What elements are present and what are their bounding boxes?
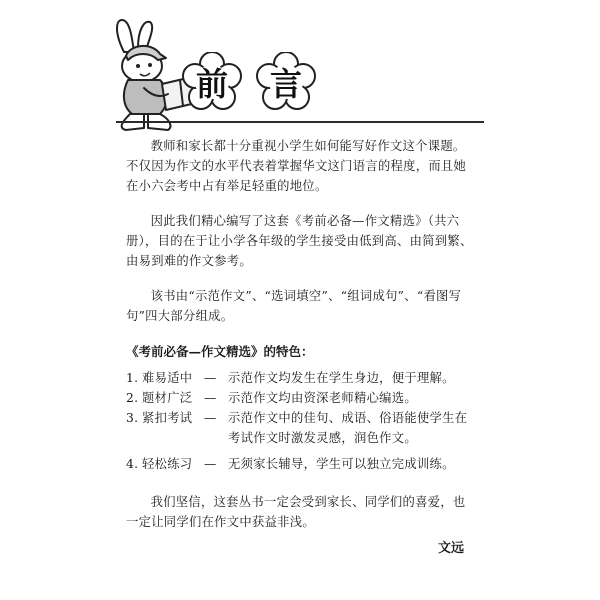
title-flower-2 bbox=[256, 52, 316, 112]
feature-item bbox=[126, 408, 478, 448]
feature-description: 示范作文均由资深老师精心编选。 bbox=[228, 391, 417, 405]
title-char-yan: 言 bbox=[269, 65, 302, 103]
feature-description: 无须家长辅导，学生可以独立完成训练。 bbox=[228, 457, 455, 471]
feature-name: 题材广泛 bbox=[142, 391, 193, 405]
preface-body bbox=[126, 136, 478, 532]
paragraph-closing: 我们坚信，这套丛书一定会受到家长、同学们的喜爱，也一定让同学们在作文中获益非浅。 bbox=[126, 495, 466, 529]
feature-item bbox=[126, 368, 478, 388]
feature-number: 2. bbox=[126, 391, 139, 405]
feature-dash: — bbox=[204, 457, 217, 471]
feature-dash: — bbox=[204, 391, 217, 405]
feature-name: 难易适中 bbox=[142, 371, 193, 385]
features-heading: 《考前必备—作文精选》的特色： bbox=[126, 344, 314, 359]
feature-number: 1. bbox=[126, 371, 139, 385]
title-flower-1 bbox=[182, 52, 242, 112]
title-underline bbox=[116, 121, 484, 123]
author-signature: 文远 bbox=[438, 541, 465, 556]
paragraph-intro: 教师和家长都十分重视小学生如何能写好作文这个课题。不仅因为作文的水平代表着掌握华文这门语言的程度，而且她在小六会考中占有举足轻重的地位。 bbox=[126, 139, 467, 193]
title-char-qian: 前 bbox=[195, 65, 228, 103]
paragraph-structure: 该书由“示范作文”、“选词填空”、“组词成句”、“看图写句”四大部分组成。 bbox=[126, 289, 462, 323]
paragraph-purpose: 因此我们精心编写了这套《考前必备—作文精选》（共六册），目的在于让小学各年级的学生接受由低到高、由简到繁、由易到难的作文参考。 bbox=[126, 214, 473, 268]
feature-dash: — bbox=[204, 411, 217, 425]
feature-description: 示范作文中的佳句、成语、俗语能使学生在考试作文时激发灵感，润色作文。 bbox=[228, 411, 468, 445]
feature-description: 示范作文均发生在学生身边，便于理解。 bbox=[228, 371, 455, 385]
feature-number: 4. bbox=[126, 457, 139, 471]
feature-number: 3. bbox=[126, 411, 139, 425]
feature-name: 紧扣考试 bbox=[142, 411, 193, 425]
feature-item bbox=[126, 388, 478, 408]
feature-item bbox=[126, 454, 478, 474]
feature-dash: — bbox=[204, 371, 217, 385]
feature-name: 轻松练习 bbox=[142, 457, 193, 471]
